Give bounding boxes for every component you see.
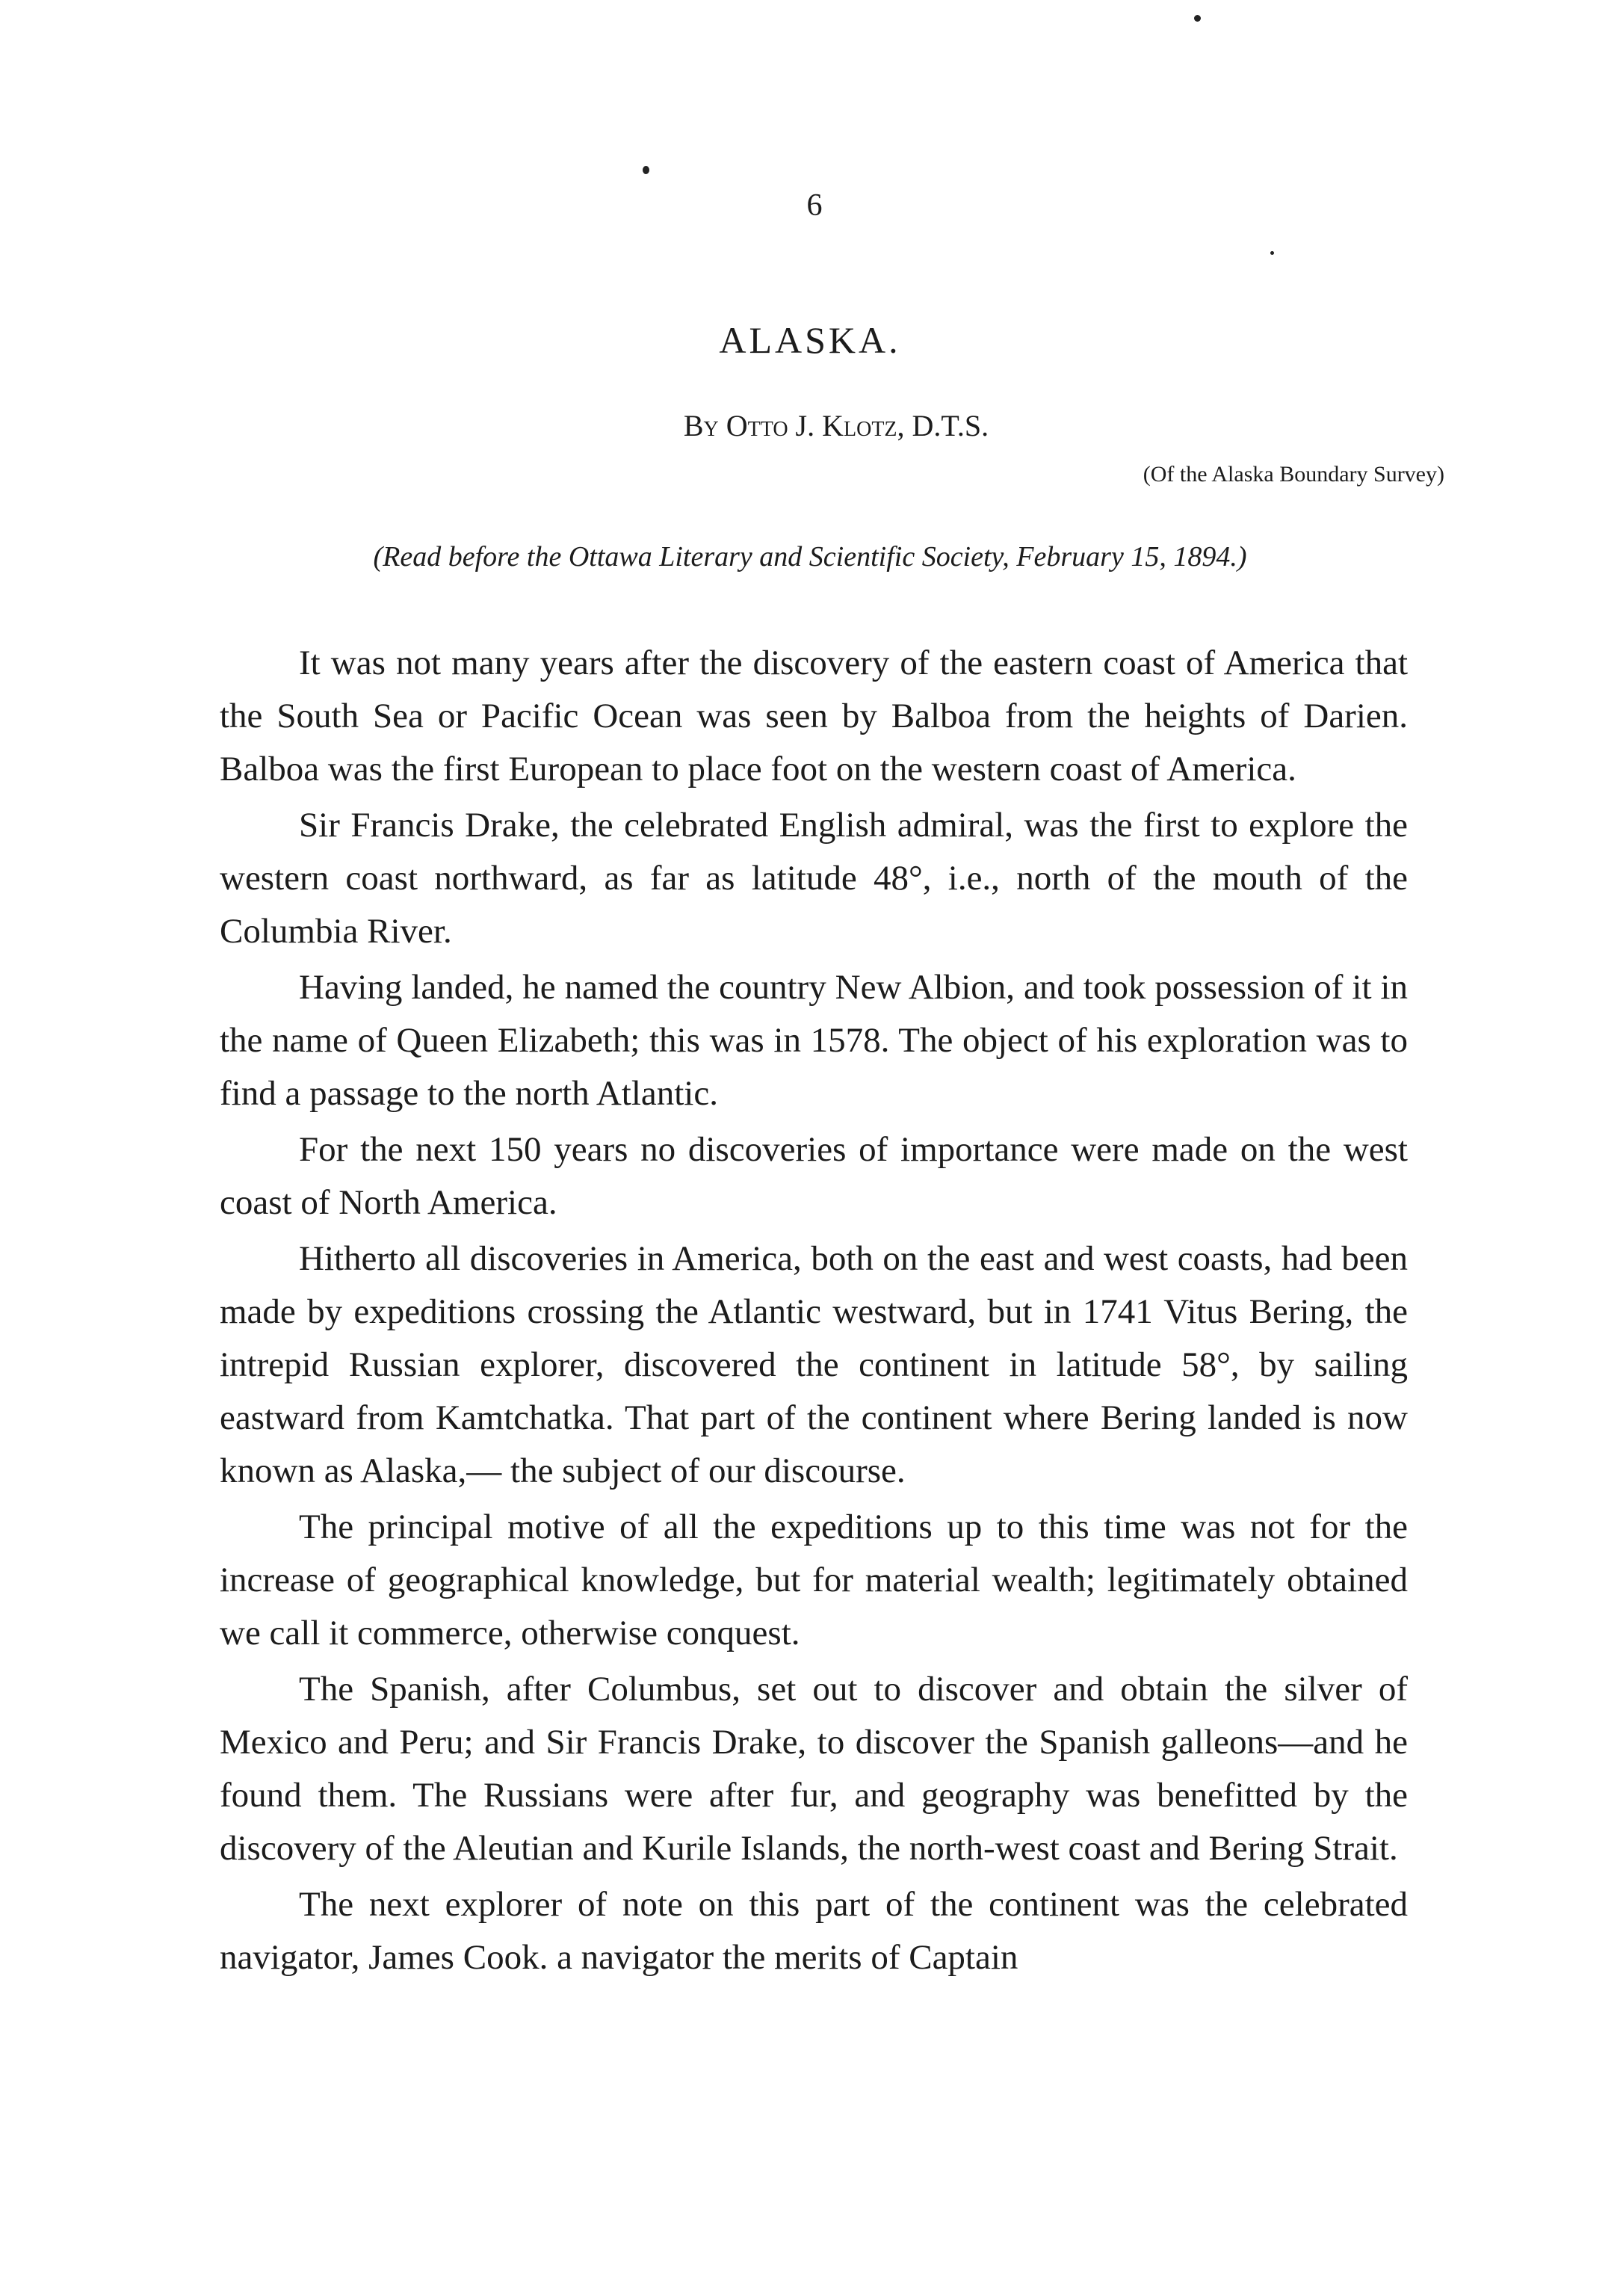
paragraph: The Spanish, after Columbus, set out to discover and obtain the silver of Mexico and Peru; and Sir Francis Drake, to discover the Spanish galleons—and he found them. The Russians were after fur, and geography was benefitted by the discovery of the Aleutian and Kurile Islands, the north-west coast and Bering Strait.: [220, 1670, 1408, 1868]
read-before-note: (Read before the Ottawa Literary and Scientific Society, February 15, 1894.): [373, 541, 1247, 573]
article-body: [220, 637, 1408, 1987]
page-number: 6: [806, 188, 823, 223]
paragraph: For the next 150 years no discoveries of importance were made on the west coast of North America.: [220, 1130, 1408, 1222]
paragraph: Sir Francis Drake, the celebrated English admiral, was the first to explore the western coast northward, as far as latitude 48°, i.e., north of the mouth of the Columbia River.: [220, 806, 1408, 951]
author-affiliation: (Of the Alaska Boundary Survey): [1143, 462, 1444, 487]
article-title: ALASKA.: [719, 319, 901, 361]
paragraph: The principal motive of all the expeditions up to this time was not for the increase of geographical knowledge, but for material wealth; legitimately obtained we call it commerce, otherwise conquest.: [220, 1507, 1408, 1652]
scan-speck: [643, 166, 649, 174]
scan-speck: [1270, 251, 1274, 255]
scan-speck: [1194, 15, 1201, 22]
author-byline: By Otto J. Klotz, D.T.S.: [683, 409, 989, 442]
paragraph: Hitherto all discoveries in America, both on the east and west coasts, had been made by expeditions crossing the Atlantic westward, but in 1741 Vitus Bering, the intrepid Russian explorer, discovered the continent in latitude 58°, by sailing eastward from Kamtchatka. That part of the continent where Bering landed is now known as Alaska,— the subject of our discourse.: [220, 1239, 1408, 1490]
paragraph: Having landed, he named the country New Albion, and took possession of it in the name of Queen Elizabeth; this was in 1578. The object of his exploration was to find a passage to the north Atlantic.: [220, 968, 1408, 1113]
paragraph: It was not many years after the discovery of the eastern coast of America that the South Sea or Pacific Ocean was seen by Balboa from the heights of Darien. Balboa was the first European to place foot on the western coast of America.: [220, 644, 1408, 789]
paragraph: The next explorer of note on this part of the continent was the celebrated navigator, James Cook. a navigator the merits of Captain: [220, 1885, 1408, 1977]
